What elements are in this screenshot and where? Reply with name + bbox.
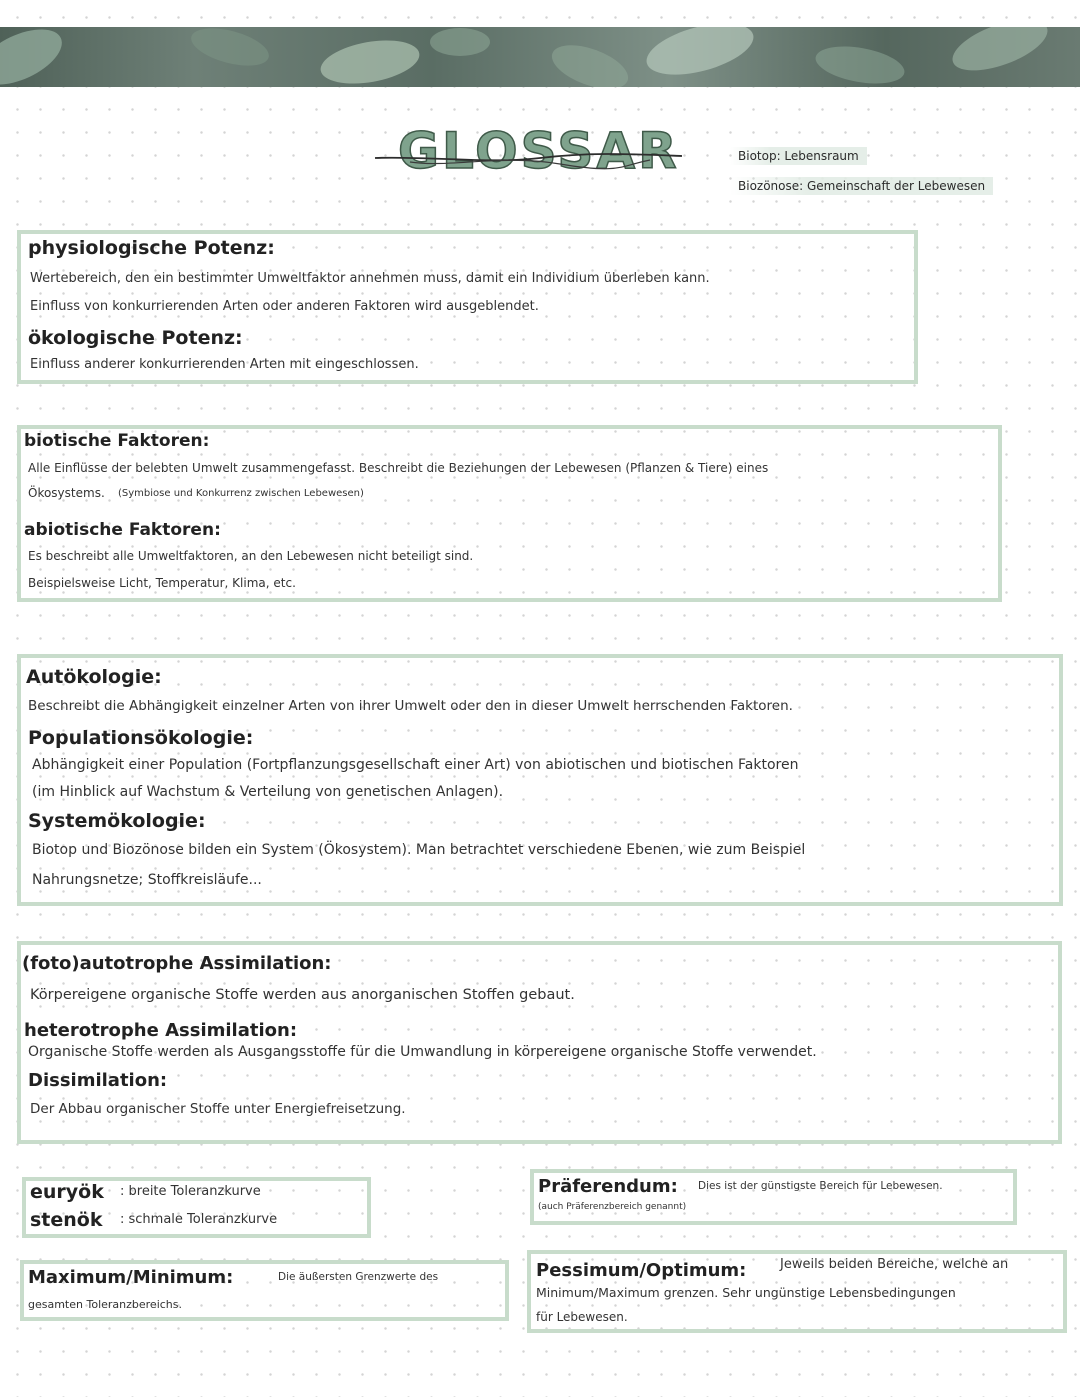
definition-line: gesamten Toleranzbereichs.: [28, 1298, 182, 1311]
definition-line: Dies ist der günstigste Bereich für Lebewesen.: [698, 1180, 943, 1192]
definition-line: (im Hinblick auf Wachstum & Verteilung von genetischen Anlagen).: [32, 784, 504, 800]
definition-line: Beispielsweise Licht, Temperatur, Klima, etc.: [28, 576, 296, 590]
term-autotrophe-assimilation: (foto)autotrophe Assimilation:: [22, 953, 332, 974]
term-pessimum-optimum: Pessimum/Optimum:: [536, 1260, 747, 1281]
definition-line: Wertebereich, den ein bestimmter Umweltfaktor annehmen muss, damit ein Individium überleben kann.: [30, 271, 710, 286]
definition-line: Alle Einflüsse der belebten Umwelt zusammengefasst. Beschreibt die Beziehungen der Lebewesen (Pflanzen & Tiere) eines: [28, 461, 769, 475]
page-title: GLOSSAR: [398, 122, 680, 180]
definition-line: Jeweils beiden Bereiche, welche an: [780, 1257, 1009, 1272]
definition-line: : schmale Toleranzkurve: [120, 1212, 278, 1227]
definition-line: Ökosystems.: [28, 486, 105, 500]
header-banner: [0, 27, 1080, 87]
term-physiologische-potenz: physiologische Potenz:: [28, 237, 275, 259]
term-stenoek: stenök: [30, 1209, 103, 1231]
term-abiotische-faktoren: abiotische Faktoren:: [24, 520, 221, 540]
definition-note: (Symbiose und Konkurrenz zwischen Lebewesen): [118, 488, 364, 499]
section-oekologie: [17, 654, 1063, 906]
leaf-decoration-icon: [0, 27, 1080, 87]
definition-line: Organische Stoffe werden als Ausgangsstoffe für die Umwandlung in körpereigene organische Stoffe verwendet.: [28, 1044, 817, 1060]
term-dissimilation: Dissimilation:: [28, 1070, 168, 1091]
definition-line: Körpereigene organische Stoffe werden aus anorganischen Stoffen gebaut.: [30, 987, 575, 1003]
term-heterotrophe-assimilation: heterotrophe Assimilation:: [24, 1020, 298, 1041]
definition-line: Einfluss von konkurrierenden Arten oder anderen Faktoren wird ausgeblendet.: [30, 299, 539, 314]
definition-line: Es beschreibt alle Umweltfaktoren, an den Lebewesen nicht beteiligt sind.: [28, 549, 474, 563]
term-biotische-faktoren: biotische Faktoren:: [24, 431, 210, 451]
title-block: [370, 118, 690, 188]
term-populationsoekologie: Populationsökologie:: [28, 727, 254, 749]
term-oekologische-potenz: ökologische Potenz:: [28, 327, 243, 349]
definition-note: (auch Präferenzbereich genannt): [538, 1202, 687, 1212]
term-euryoek: euryök: [30, 1181, 104, 1203]
definition-line: Minimum/Maximum grenzen. Sehr ungünstige Lebensbedingungen: [536, 1285, 956, 1300]
definition-line: : breite Toleranzkurve: [120, 1184, 261, 1199]
term-praeferendum: Präferendum:: [538, 1176, 678, 1197]
term-systemoekologie: Systemökologie:: [28, 810, 206, 832]
definition-line: Biotop und Biozönose bilden ein System (Ökosystem). Man betrachtet verschiedene Ebenen, wie zum Beispiel: [32, 842, 806, 858]
definition-line: für Lebewesen.: [536, 1310, 628, 1324]
definition-line: Die äußersten Grenzwerte des: [278, 1271, 439, 1283]
biozoenose-note: Biozönose: Gemeinschaft der Lebewesen: [730, 177, 993, 195]
term-autoekologie: Autökologie:: [26, 666, 162, 688]
definition-line: Abhängigkeit einer Population (Fortpflanzungsgesellschaft einer Art) von abiotischen und biotischen Faktoren: [32, 757, 799, 773]
definition-line: Einfluss anderer konkurrierenden Arten mit eingeschlossen.: [30, 357, 419, 372]
definition-line: Beschreibt die Abhängigkeit einzelner Arten von ihrer Umwelt oder den in dieser Umwelt herrschenden Faktoren.: [28, 698, 793, 714]
term-maximum-minimum: Maximum/Minimum:: [28, 1267, 234, 1288]
definition-line: Der Abbau organischer Stoffe unter Energiefreisetzung.: [30, 1101, 406, 1117]
definition-line: Nahrungsnetze; Stoffkreisläufe...: [32, 872, 262, 888]
title-underline-icon: [370, 146, 690, 176]
biotop-note: Biotop: Lebensraum: [730, 147, 867, 165]
